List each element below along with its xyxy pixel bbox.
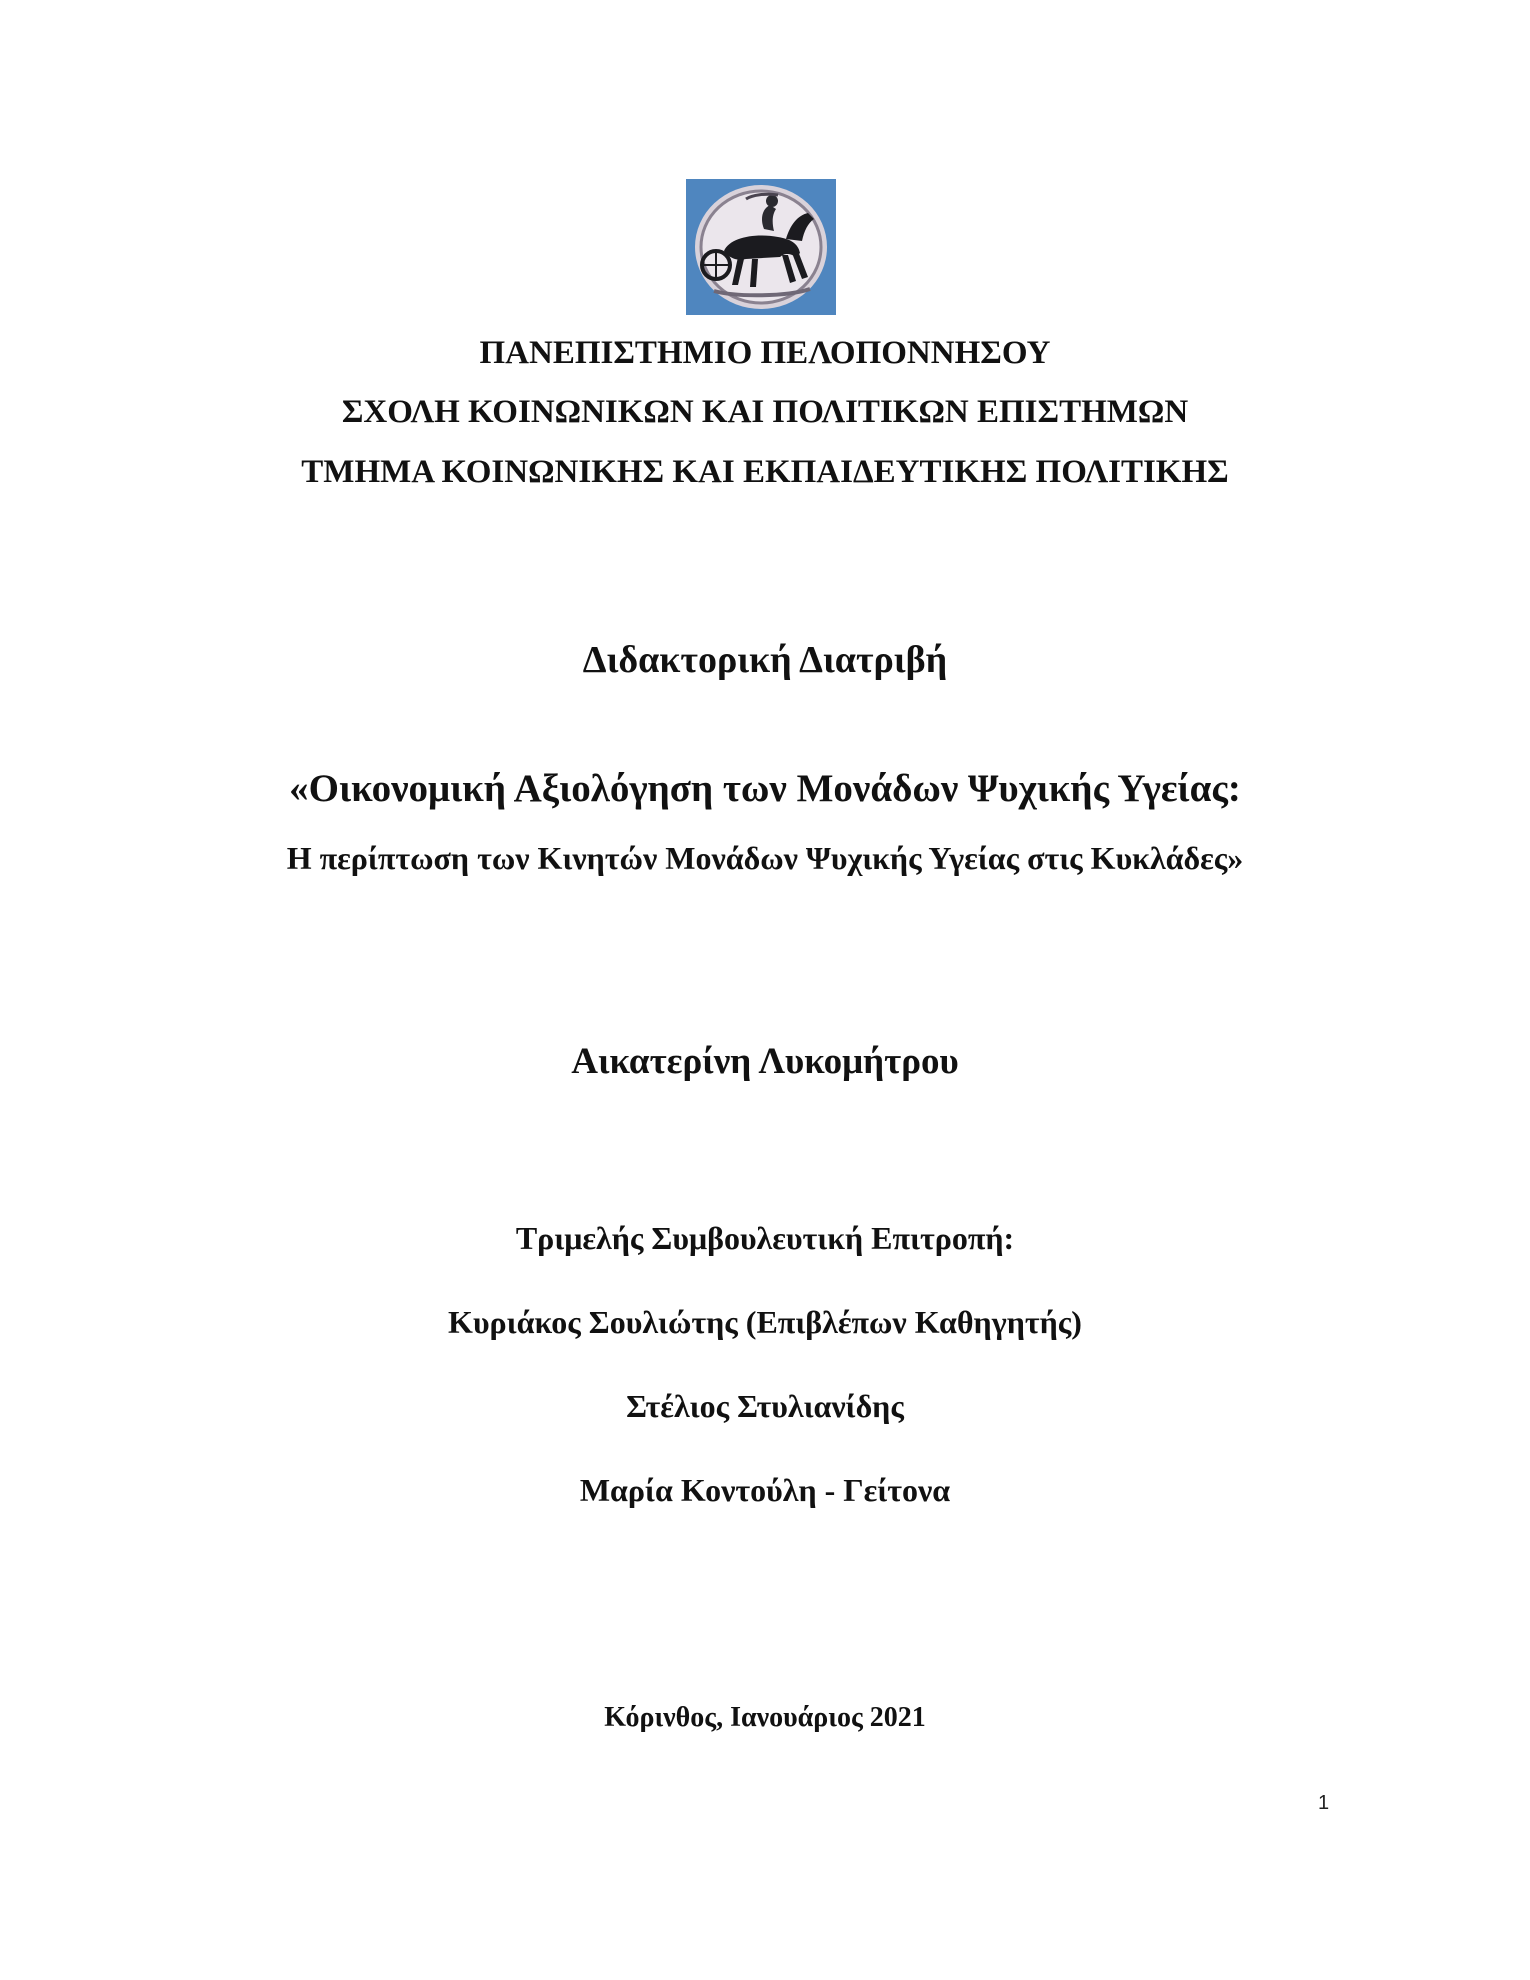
committee-member: Κυριάκος Σουλιώτης (Επιβλέπων Καθηγητής) — [448, 1304, 1082, 1340]
university-name: ΠΑΝΕΠΙΣΤΗΜΙΟ ΠΕΛΟΠΟΝΝΗΣΟΥ — [479, 335, 1051, 371]
committee-member: Στέλιος Στυλιανίδης — [626, 1388, 904, 1424]
page-number: 1 — [1318, 1792, 1330, 1814]
committee-heading: Τριμελής Συμβουλευτική Επιτροπή: — [515, 1220, 1015, 1256]
thesis-title-line1: «Οικονομική Αξιολόγηση των Μονάδων Ψυχικής Υγείας: — [289, 767, 1241, 810]
author-name: Αικατερίνη Λυκομήτρου — [571, 1041, 959, 1082]
thesis-type: Διδακτορική Διατριβή — [582, 639, 948, 681]
place-and-date: Κόρινθος, Ιανουάριος 2021 — [604, 1702, 926, 1733]
university-seal-logo — [686, 179, 836, 315]
committee-member: Μαρία Κοντούλη - Γείτονα — [579, 1472, 951, 1508]
department-name: ΤΜΗΜΑ ΚΟΙΝΩΝΙΚΗΣ ΚΑΙ ΕΚΠΑΙΔΕΥΤΙΚΗΣ ΠΟΛΙΤΙΚΗΣ — [301, 454, 1229, 490]
coin-chariot-icon — [686, 179, 836, 315]
thesis-title-line2: Η περίπτωση των Κινητών Μονάδων Ψυχικής Υγείας στις Κυκλάδες» — [286, 840, 1244, 876]
school-name: ΣΧΟΛΗ ΚΟΙΝΩΝΙΚΩΝ ΚΑΙ ΠΟΛΙΤΙΚΩΝ ΕΠΙΣΤΗΜΩΝ — [341, 394, 1189, 430]
